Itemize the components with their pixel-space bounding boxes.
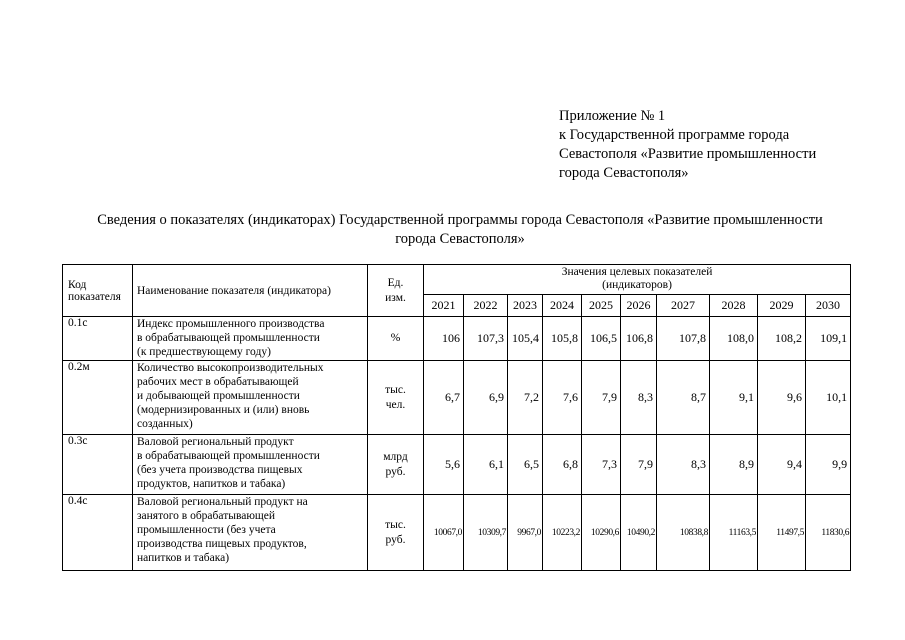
row-value: 10067,0 [424,495,464,571]
row-value: 106,8 [621,317,657,361]
row-value: 8,3 [621,361,657,435]
indicators-table [62,264,851,571]
row-value: 107,3 [464,317,508,361]
header-unit: Ед. изм. [368,265,424,317]
year-header: 2028 [710,295,758,317]
year-header: 2021 [424,295,464,317]
row-value: 7,6 [543,361,582,435]
row-value: 6,8 [543,435,582,495]
year-header: 2023 [508,295,543,317]
row-value: 106,5 [582,317,621,361]
table-row [63,317,851,361]
row-value: 6,5 [508,435,543,495]
row-value: 10490,2 [621,495,657,571]
row-value: 105,4 [508,317,543,361]
title-line: Сведения о показателях (индикаторах) Государственной программы города Севастополя «Развитие промышленности [97,212,823,228]
row-code: 0.1с [63,317,133,361]
row-value: 8,9 [710,435,758,495]
appendix-line: Приложение № 1 [559,108,666,124]
row-name: Индекс промышленного производства в обрабатывающей промышленности (к предшествующему году) [133,317,368,361]
row-value: 108,2 [758,317,806,361]
row-value: 7,9 [621,435,657,495]
row-value: 7,2 [508,361,543,435]
row-name: Валовой региональный продукт в обрабатывающей промышленности (без учета производства пищевых продуктов, напитков и табака) [133,435,368,495]
row-value: 8,7 [657,361,710,435]
row-code: 0.2м [63,361,133,435]
title-line: города Севастополя» [395,231,525,247]
row-value: 7,9 [582,361,621,435]
row-value: 11163,5 [710,495,758,571]
year-header: 2030 [806,295,851,317]
row-value: 11830,6 [806,495,851,571]
appendix-line: к Государственной программе города [559,127,790,143]
row-value: 7,3 [582,435,621,495]
row-unit: % [368,317,424,361]
row-unit: млрд руб. [368,435,424,495]
year-header: 2025 [582,295,621,317]
row-value: 107,8 [657,317,710,361]
row-value: 109,1 [806,317,851,361]
year-header: 2022 [464,295,508,317]
header-name: Наименование показателя (индикатора) [133,265,368,317]
row-value: 11497,5 [758,495,806,571]
row-value: 108,0 [710,317,758,361]
row-value: 8,3 [657,435,710,495]
table-row [63,495,851,571]
row-value: 9,1 [710,361,758,435]
row-value: 5,6 [424,435,464,495]
row-value: 6,9 [464,361,508,435]
table-row [63,435,851,495]
row-value: 6,1 [464,435,508,495]
row-value: 105,8 [543,317,582,361]
row-value: 9967,0 [508,495,543,571]
row-value: 9,4 [758,435,806,495]
row-value: 106 [424,317,464,361]
year-header: 2024 [543,295,582,317]
year-header: 2026 [621,295,657,317]
row-value: 10223,2 [543,495,582,571]
row-value: 9,6 [758,361,806,435]
appendix-line: города Севастополя» [559,165,689,181]
header-code: Код показателя [63,265,133,317]
appendix-line: Севастополя «Развитие промышленности [559,146,817,162]
row-name: Количество высокопроизводительных рабочих мест в обрабатывающей и добывающей промышленности (модернизированных и (или) вновь созданных) [133,361,368,435]
table-row [63,361,851,435]
row-name: Валовой региональный продукт на занятого в обрабатывающей промышленности (без учета производства пищевых продуктов, напитков и табака) [133,495,368,571]
row-code: 0.4с [63,495,133,571]
row-value: 6,7 [424,361,464,435]
row-code: 0.3с [63,435,133,495]
row-value: 10309,7 [464,495,508,571]
row-value: 10,1 [806,361,851,435]
year-header: 2029 [758,295,806,317]
row-value: 10838,8 [657,495,710,571]
row-value: 10290,6 [582,495,621,571]
appendix-block [559,107,816,183]
row-value: 9,9 [806,435,851,495]
row-unit: тыс. руб. [368,495,424,571]
document-title [60,211,860,249]
row-unit: тыс. чел. [368,361,424,435]
year-header: 2027 [657,295,710,317]
header-values-group: Значения целевых показателей (индикаторов) [424,265,851,295]
header-row [63,265,851,295]
